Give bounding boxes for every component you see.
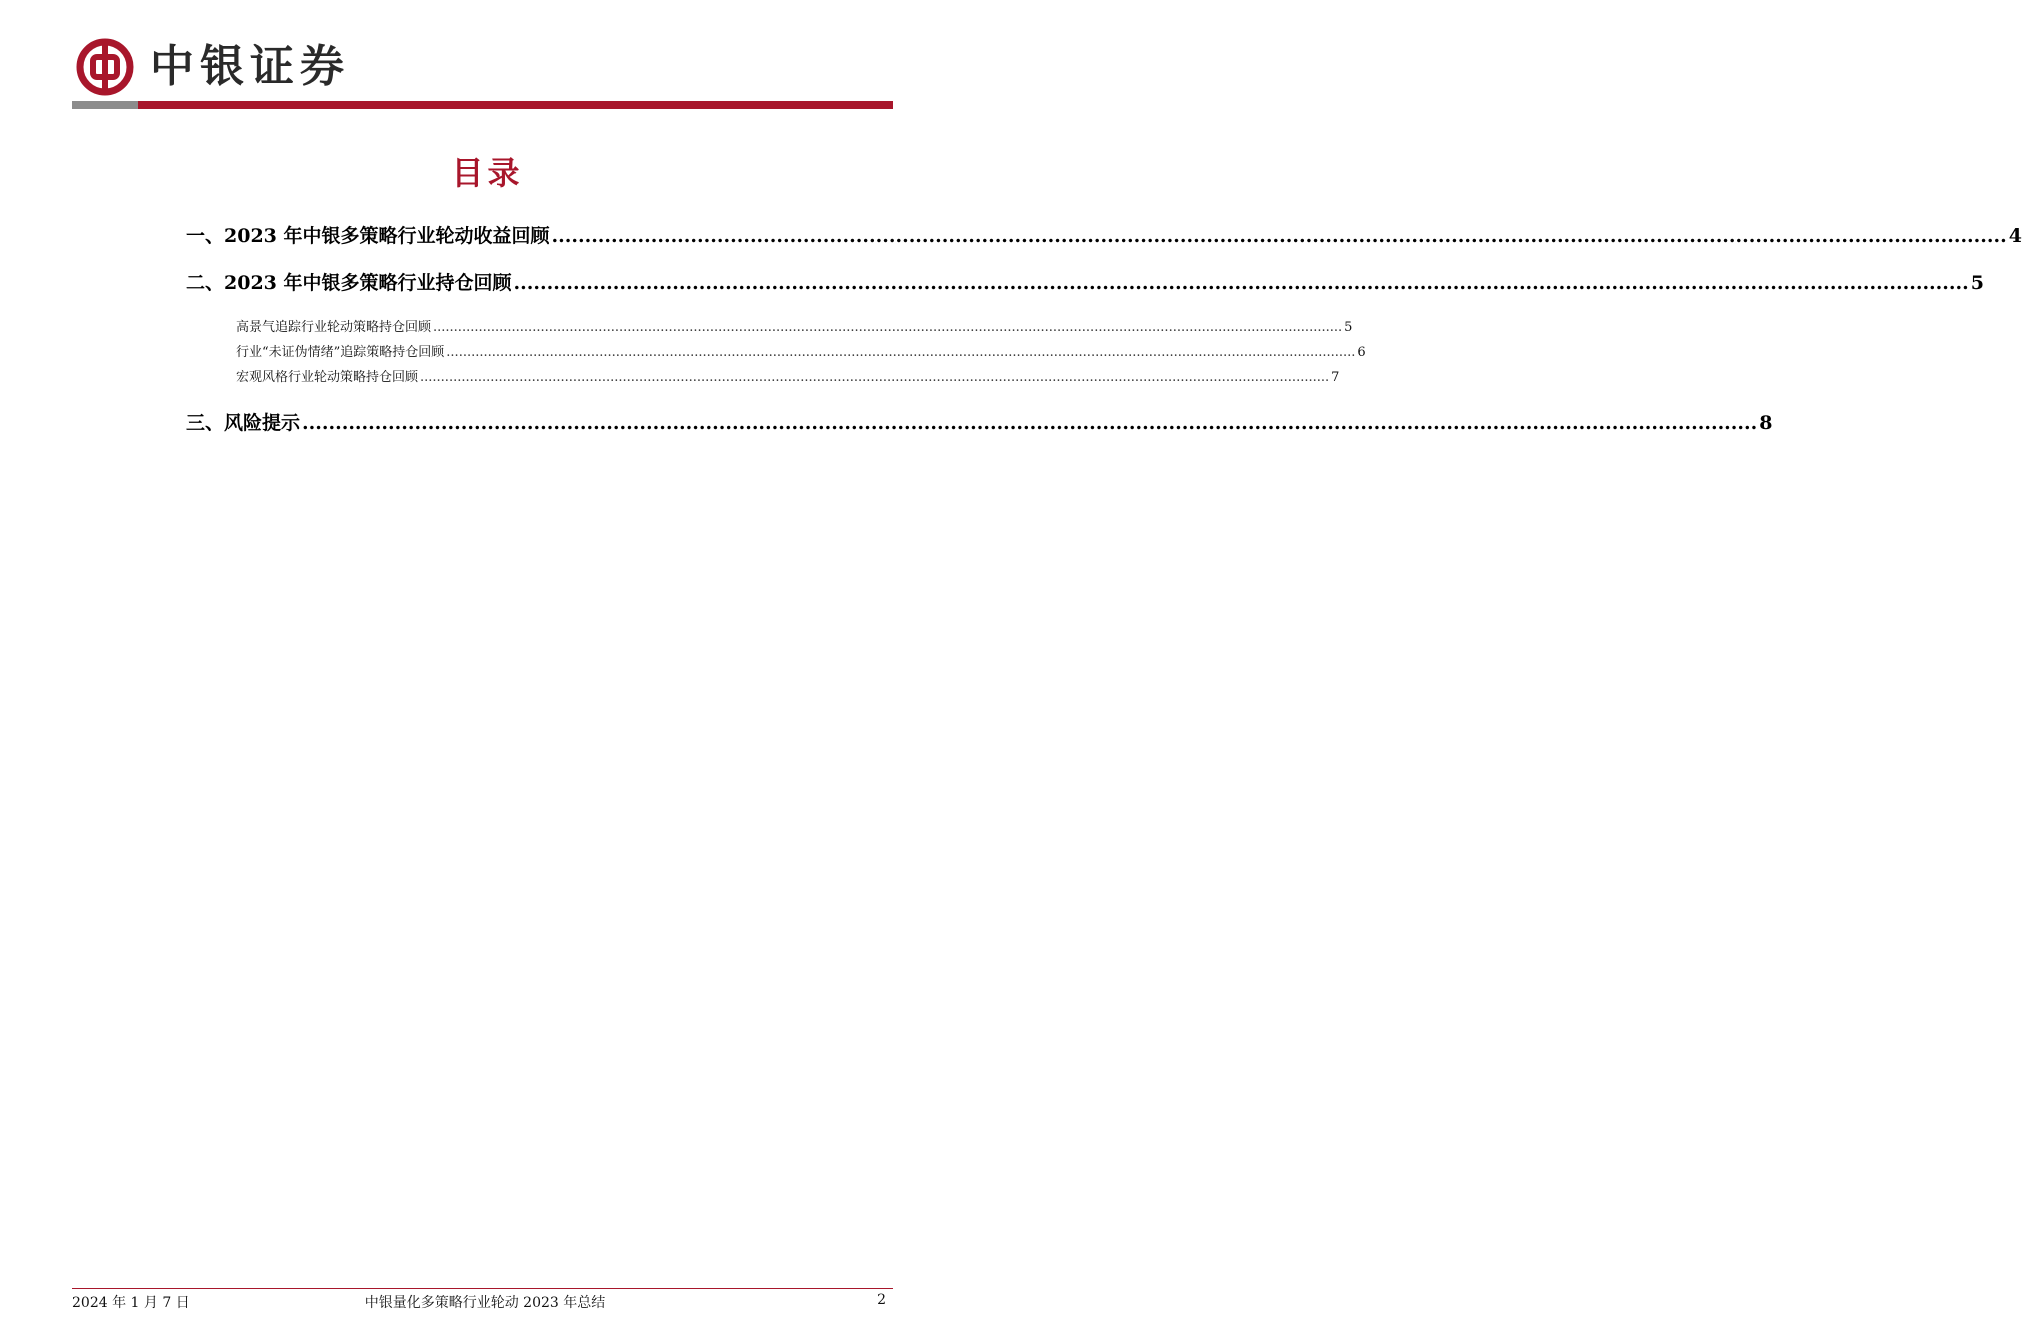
bank-of-china-logo-icon [76, 38, 134, 96]
toc-leader-dots: ............................................................................................................................................................................................................................ [551, 225, 2007, 247]
toc-entry-text: 一、2023 年中银多策略行业轮动收益回顾 [186, 225, 550, 247]
footer-rule [72, 1288, 893, 1289]
footer-doc-title: 中银量化多策略行业轮动 2023 年总结 [364, 1295, 606, 1311]
toc-entry-page: 5 [1970, 272, 1984, 294]
toc-entry-page: 5 [1344, 320, 1353, 335]
brand-name: 中银证券 [150, 41, 350, 92]
toc-entry[interactable] [186, 268, 1984, 295]
page-header [0, 0, 950, 115]
header-rule-gray [72, 101, 138, 109]
toc-entry-text: 行业“未证伪情绪”追踪策略持仓回顾 [236, 345, 445, 360]
toc-entry-page: 7 [1331, 370, 1340, 385]
toc-leader-dots: ............................................................................................................................................................................................................................ [446, 345, 1356, 360]
footer-page-number: 2 [877, 1292, 886, 1308]
toc-subentry[interactable] [236, 316, 1353, 335]
toc-entry-text: 宏观风格行业轮动策略持仓回顾 [236, 370, 419, 385]
toc-subentry[interactable] [236, 366, 1340, 385]
toc-leader-dots: ............................................................................................................................................................................................................................ [513, 272, 1969, 294]
toc-entry-page: 4 [2008, 225, 2022, 247]
toc-entry-text: 高景气追踪行业轮动策略持仓回顾 [236, 320, 432, 335]
toc-title: 目录 [451, 154, 524, 192]
toc-entry-text: 二、2023 年中银多策略行业持仓回顾 [186, 272, 512, 294]
footer-date: 2024 年 1 月 7 日 [72, 1295, 190, 1311]
toc-leader-dots: ............................................................................................................................................................................................................................ [302, 412, 1758, 434]
toc-subentry[interactable] [236, 341, 1366, 360]
header-rule-red [138, 101, 893, 109]
toc-entry-page: 6 [1357, 345, 1366, 360]
toc-entry[interactable] [186, 221, 2022, 248]
toc-leader-dots: ............................................................................................................................................................................................................................ [420, 370, 1330, 385]
toc-entry-text: 三、风险提示 [186, 412, 301, 434]
toc-leader-dots: ............................................................................................................................................................................................................................ [433, 320, 1343, 335]
toc-entry[interactable] [186, 408, 1773, 435]
toc-entry-page: 8 [1759, 412, 1773, 434]
